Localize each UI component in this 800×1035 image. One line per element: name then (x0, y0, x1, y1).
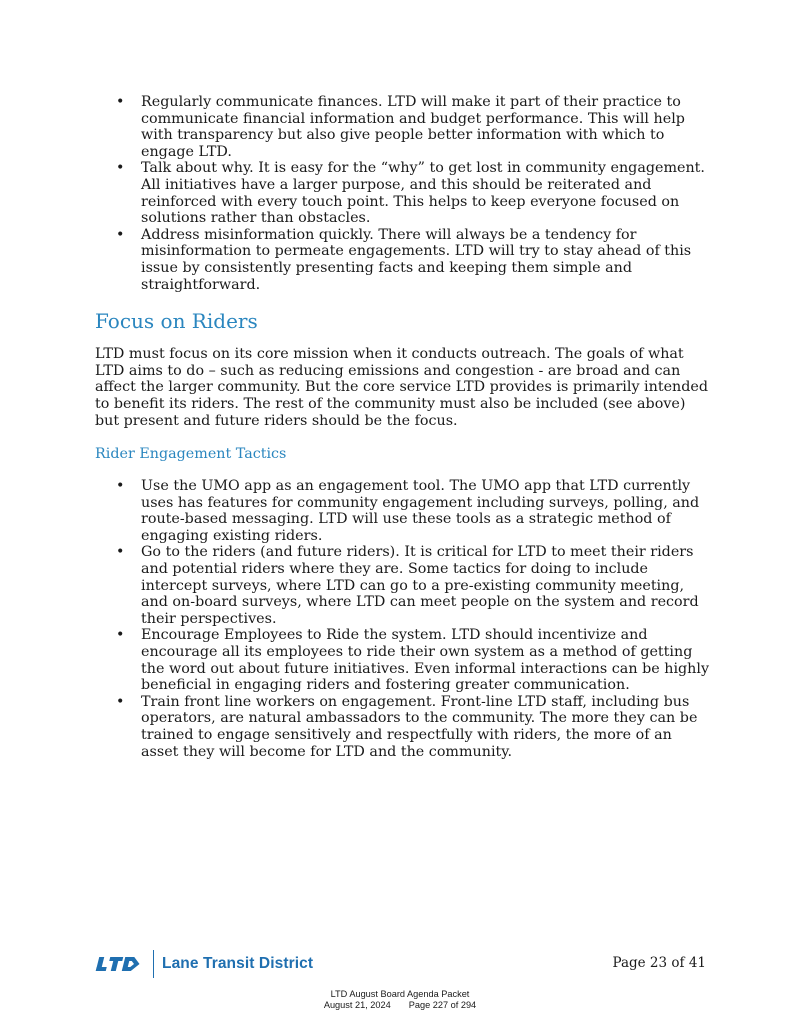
tactics-bullet-list (95, 478, 710, 760)
section-paragraph: LTD must focus on its core mission when it conducts outreach. The goals of what LTD aims to do – such as reducing emissions and congestion - are broad and can affect the larger community. But the core service LTD provides is primarily intended to benefit its riders. The rest of the community must also be included (see above) but present and future riders should be the focus. (95, 346, 709, 429)
intro-bullet-list (95, 94, 710, 293)
ltd-logo-icon (95, 954, 145, 974)
packet-page: Page 227 of 294 (408, 1000, 477, 1010)
list-item: • Regularly communicate finances. LTD will make it part of their practice to communicate financial information and budget performance. This will help with transparency but also give people better information with which to engage LTD. (95, 94, 710, 160)
page-footer (95, 950, 710, 980)
packet-title: LTD August Board Agenda Packet (330, 989, 470, 999)
page-number: Page 23 of 41 (612, 955, 706, 971)
packet-footer (0, 989, 800, 1011)
list-item: • Go to the riders (and future riders). It is critical for LTD to meet their riders and potential riders where they are. Some tactics for doing to include intercept surveys, where LTD can go to a pre-existing community meeting, and on-board surveys, where LTD can meet people on the system and record their perspectives. (95, 544, 710, 627)
list-item: • Encourage Employees to Ride the system. LTD should incentivize and encourage all its employees to ride their own system as a method of getting the word out about future initiatives. Even informal interactions can be highly beneficial in engaging riders and fostering greater communication. (95, 627, 710, 693)
packet-date: August 21, 2024 (323, 1000, 391, 1010)
ltd-logo (95, 950, 313, 978)
section-heading: Focus on Riders (95, 309, 258, 334)
list-item: • Use the UMO app as an engagement tool. The UMO app that LTD currently uses has features for community engagement including surveys, polling, and route-based messaging. LTD will use these tools as a strategic method of engaging existing riders. (95, 478, 710, 544)
list-item: • Address misinformation quickly. There will always be a tendency for misinformation to permeate engagements. LTD will try to stay ahead of this issue by consistently presenting facts and keeping them simple and straightforward. (95, 227, 710, 293)
page-content (95, 94, 710, 760)
packet-meta (0, 1000, 800, 1011)
logo-text: Lane Transit District (162, 955, 314, 972)
list-item: • Talk about why. It is easy for the “why” to get lost in community engagement. All initiatives have a larger purpose, and this should be reiterated and reinforced with every touch point. This helps to keep everyone focused on solutions rather than obstacles. (95, 160, 710, 226)
list-item: • Train front line workers on engagement. Front-line LTD staff, including bus operators, are natural ambassadors to the community. The more they can be trained to engage sensitively and respectfully with riders, the more of an asset they will become for LTD and the community. (95, 694, 710, 760)
logo-divider (153, 950, 154, 978)
subsection-heading: Rider Engagement Tactics (95, 446, 287, 463)
